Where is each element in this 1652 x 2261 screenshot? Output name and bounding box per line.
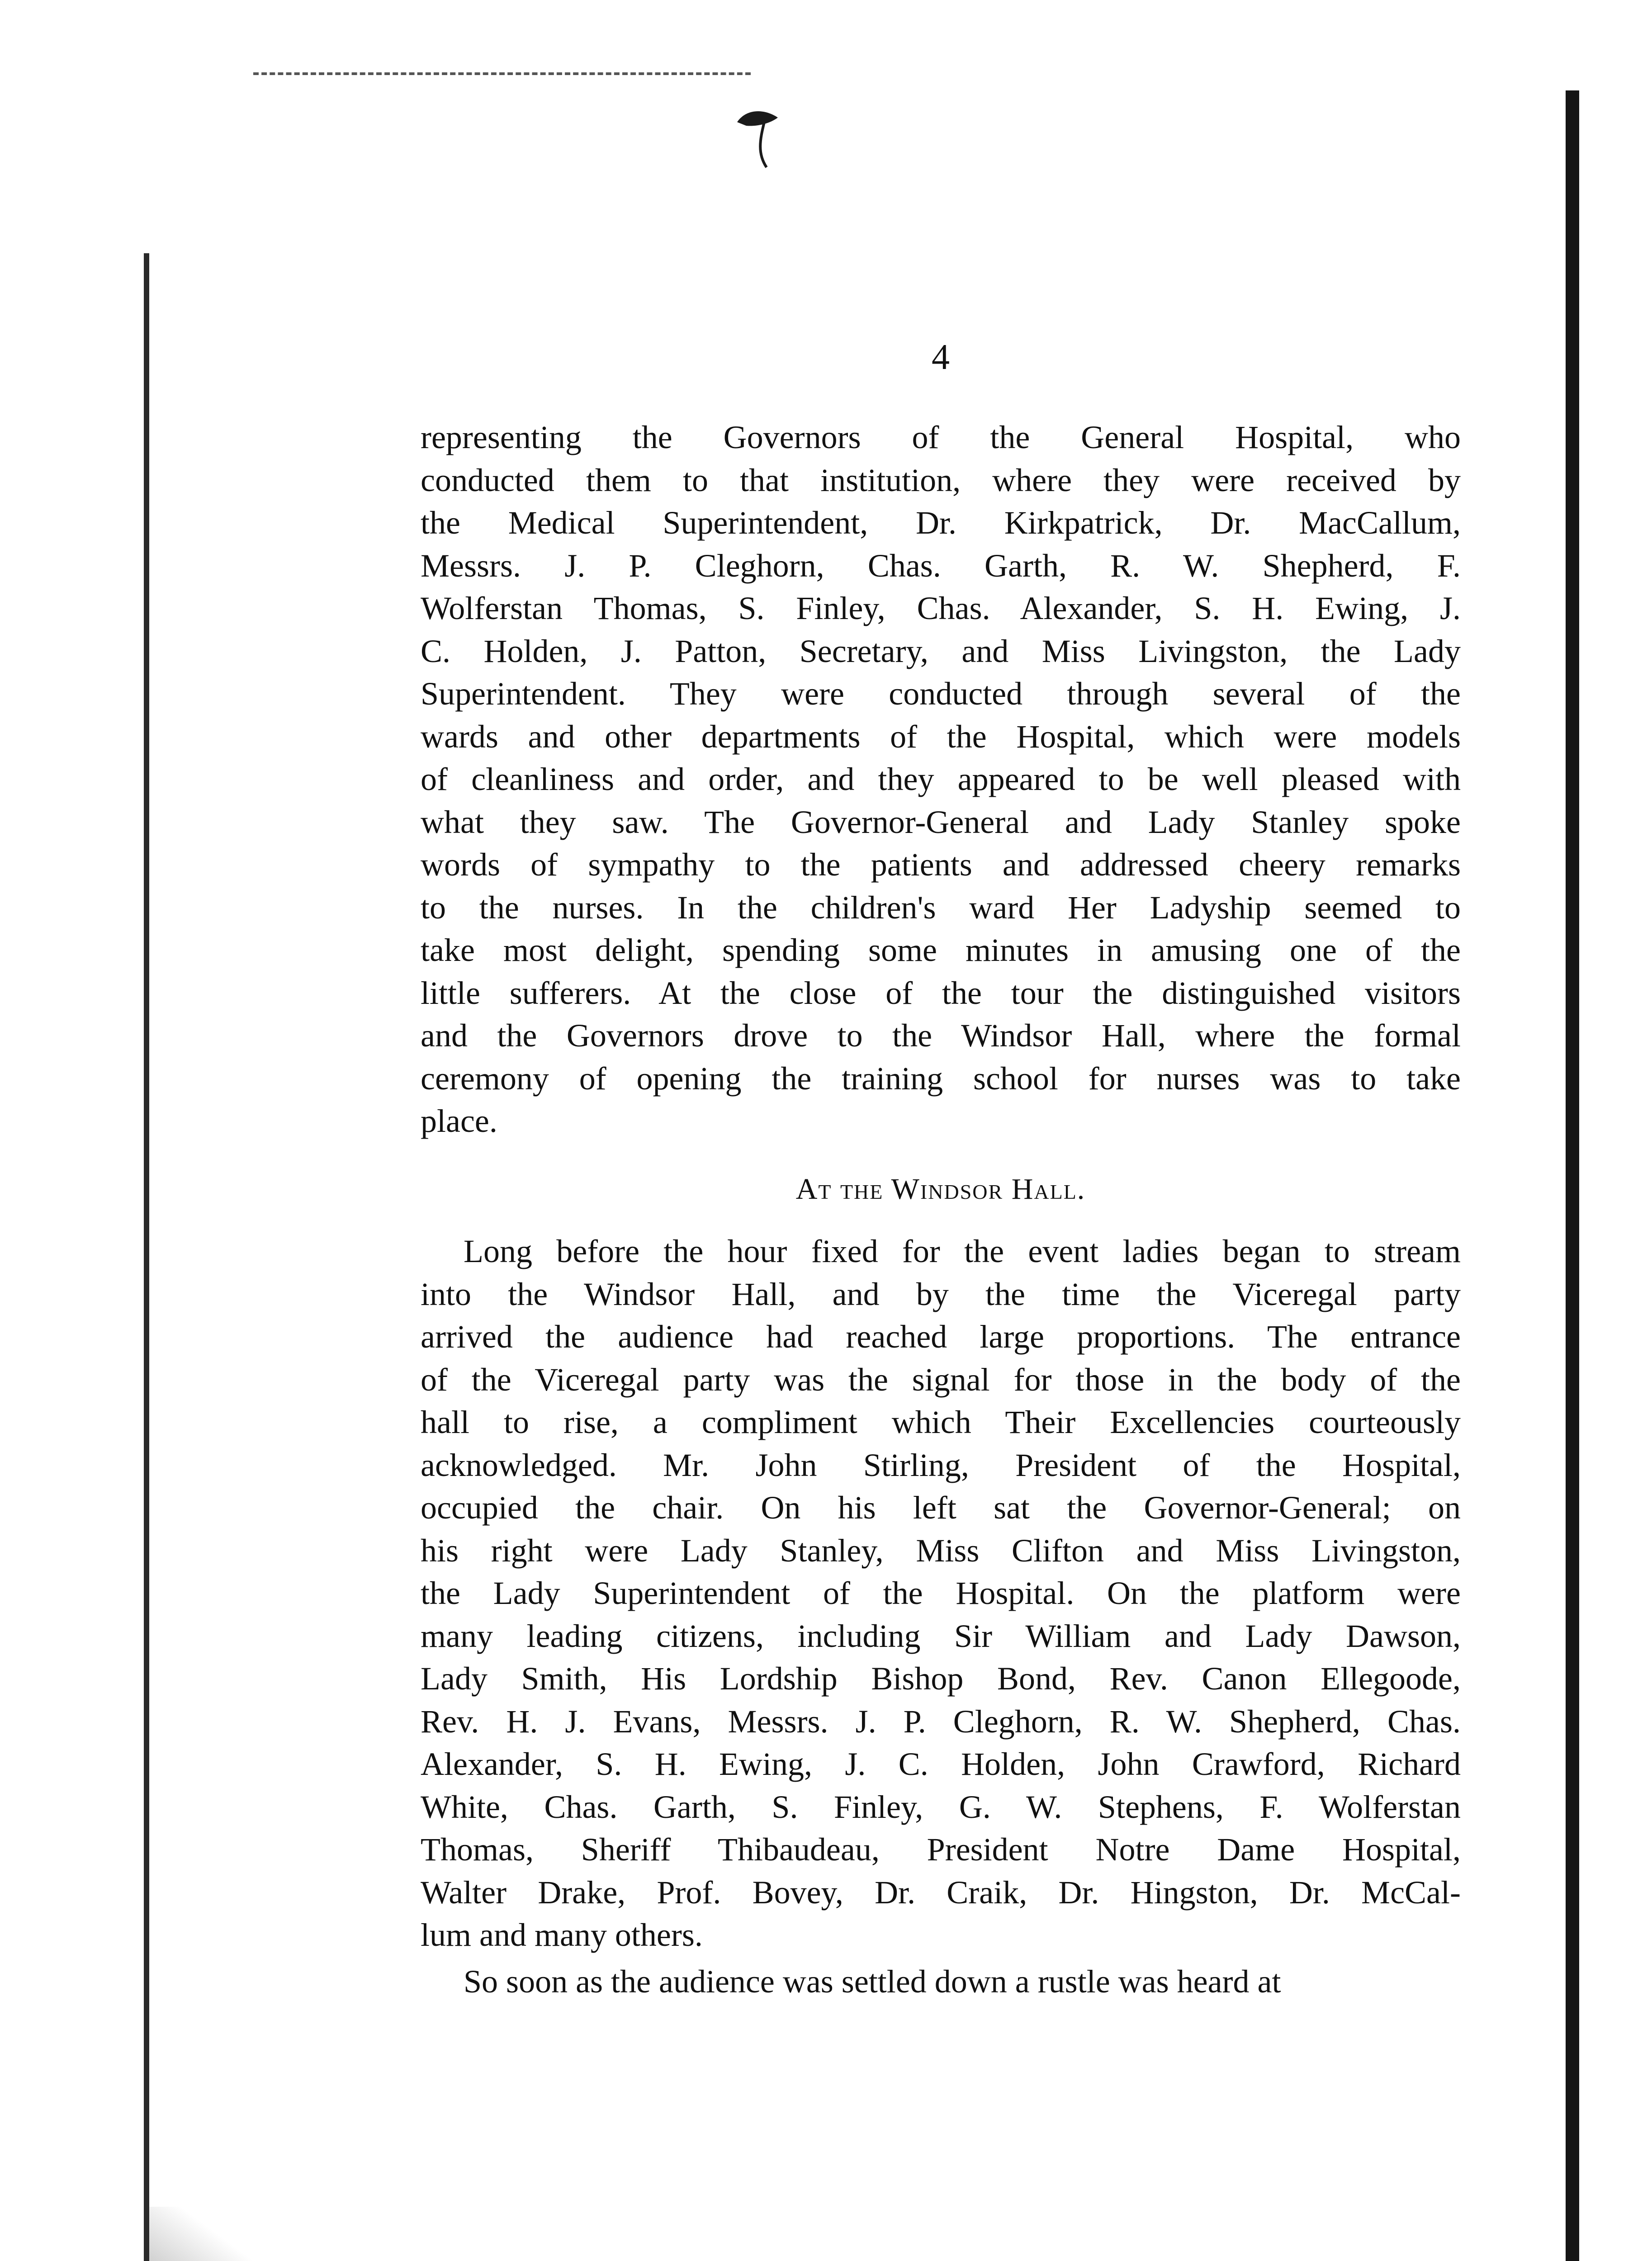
text-line: many leading citizens, including Sir William and Lady Dawson,	[421, 1618, 1461, 1654]
text-line: the Lady Superintendent of the Hospital. On the platform were	[421, 1575, 1461, 1611]
text-line: Walter Drake, Prof. Bovey, Dr. Craik, Dr. Hingston, Dr. McCal-	[421, 1874, 1461, 1911]
text-line: occupied the chair. On his left sat the Governor-General; on	[421, 1490, 1461, 1526]
text-line: representing the Governors of the General Hospital, who	[421, 419, 1461, 455]
text-line: conducted them to that institution, where they were received by	[421, 462, 1461, 498]
text-line: to the nurses. In the children's ward Her Ladyship seemed to	[421, 889, 1461, 926]
text-line: what they saw. The Governor-General and Lady Stanley spoke	[421, 804, 1461, 840]
text-line: hall to rise, a compliment which Their Excellencies courteously	[421, 1404, 1461, 1440]
text-line: Thomas, Sheriff Thibaudeau, President Notre Dame Hospital,	[421, 1831, 1461, 1868]
text-line: words of sympathy to the patients and addressed cheery remarks	[421, 847, 1461, 883]
text-line: arrived the audience had reached large proportions. The entrance	[421, 1319, 1461, 1355]
scan-top-dash	[253, 72, 751, 75]
text-line: Superintendent. They were conducted through several of the	[421, 676, 1461, 712]
text-line: Long before the hour fixed for the event ladies began to stream	[464, 1233, 1461, 1269]
text-line: ceremony of opening the training school for nurses was to take	[421, 1060, 1461, 1097]
paragraph-3	[421, 1960, 1461, 2003]
text-line: acknowledged. Mr. John Stirling, President of the Hospital,	[421, 1447, 1461, 1483]
scan-left-edge	[144, 253, 149, 2261]
text-line: Wolferstan Thomas, S. Finley, Chas. Alexander, S. H. Ewing, J.	[421, 590, 1461, 626]
text-line: Alexander, S. H. Ewing, J. C. Holden, John Crawford, Richard	[421, 1746, 1461, 1782]
text-line: wards and other departments of the Hospital, which were models	[421, 718, 1461, 755]
paragraph-1	[421, 416, 1461, 1143]
text-line: into the Windsor Hall, and by the time the Viceregal party	[421, 1276, 1461, 1312]
text-line: C. Holden, J. Patton, Secretary, and Miss Livingston, the Lady	[421, 633, 1461, 669]
section-heading: At the Windsor Hall.	[795, 1173, 1086, 1206]
text-line: Rev. H. J. Evans, Messrs. J. P. Cleghorn, R. W. Shepherd, Chas.	[421, 1703, 1461, 1740]
text-line: place.	[421, 1103, 497, 1139]
text-line: So soon as the audience was settled down a rustle was heard at	[464, 1963, 1281, 2000]
text-line: little sufferers. At the close of the tour the distinguished visitors	[421, 974, 1461, 1011]
ink-mark-icon	[733, 104, 787, 172]
text-line: the Medical Superintendent, Dr. Kirkpatrick, Dr. MacCallum,	[421, 505, 1461, 541]
page-number: 4	[932, 337, 950, 377]
text-line: his right were Lady Stanley, Miss Clifton and Miss Livingston,	[421, 1532, 1461, 1569]
text-line: White, Chas. Garth, S. Finley, G. W. Stephens, F. Wolferstan	[421, 1788, 1461, 1825]
paragraph-2	[421, 1230, 1461, 1957]
text-line: take most delight, spending some minutes in amusing one of the	[421, 932, 1461, 968]
text-line: Messrs. J. P. Cleghorn, Chas. Garth, R. W. Shepherd, F.	[421, 547, 1461, 584]
text-line: and the Governors drove to the Windsor Hall, where the formal	[421, 1017, 1461, 1054]
scan-right-edge	[1566, 90, 1579, 2261]
scan-corner-shadow	[149, 2207, 466, 2261]
text-line: of cleanliness and order, and they appeared to be well pleased with	[421, 761, 1461, 797]
text-line: lum and many others.	[421, 1917, 703, 1953]
text-line: of the Viceregal party was the signal for those in the body of the	[421, 1361, 1461, 1398]
text-line: Lady Smith, His Lordship Bishop Bond, Rev. Canon Ellegoode,	[421, 1660, 1461, 1697]
